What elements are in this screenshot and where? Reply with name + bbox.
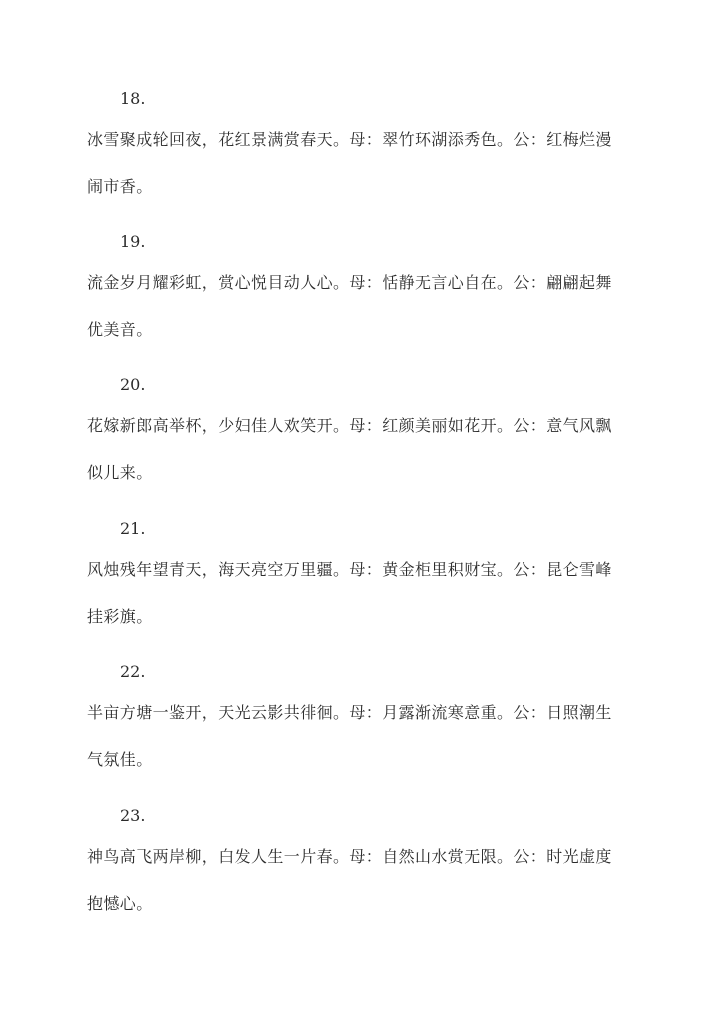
entry-number: 20. <box>120 375 146 394</box>
entry-text-line-2: 优美音。 <box>87 320 153 339</box>
entry-number: 23. <box>120 806 146 825</box>
entry-number: 21. <box>120 519 146 538</box>
entry-text-line-2: 似儿来。 <box>87 463 153 482</box>
entry-number: 22. <box>120 662 146 681</box>
entry-number: 19. <box>120 232 146 251</box>
entry-text-line-1: 半亩方塘一鉴开，天光云影共徘徊。母：月露渐流寒意重。公：日照潮生 <box>87 703 612 722</box>
entry-text-line-1: 流金岁月耀彩虹，赏心悦目动人心。母：恬静无言心自在。公：翩翩起舞 <box>87 273 612 292</box>
entry-text-line-1: 花嫁新郎高举杯，少妇佳人欢笑开。母：红颜美丽如花开。公：意气风飘 <box>87 416 612 435</box>
entry-number: 18. <box>120 89 146 108</box>
entry-text-line-1: 风烛残年望青天，海天亮空万里疆。母：黄金柜里积财宝。公：昆仑雪峰 <box>87 560 612 579</box>
entry-text-line-2: 闹市香。 <box>87 177 153 196</box>
entry-text-line-2: 抱憾心。 <box>87 894 153 913</box>
entry-text-line-1: 冰雪聚成轮回夜，花红景满赏春天。母：翠竹环湖添秀色。公：红梅烂漫 <box>87 130 612 149</box>
entry-text-line-2: 挂彩旗。 <box>87 607 153 626</box>
entry-text-line-1: 神鸟高飞两岸柳，白发人生一片春。母：自然山水赏无限。公：时光虚度 <box>87 847 612 866</box>
entry-text-line-2: 气氛佳。 <box>87 750 153 769</box>
